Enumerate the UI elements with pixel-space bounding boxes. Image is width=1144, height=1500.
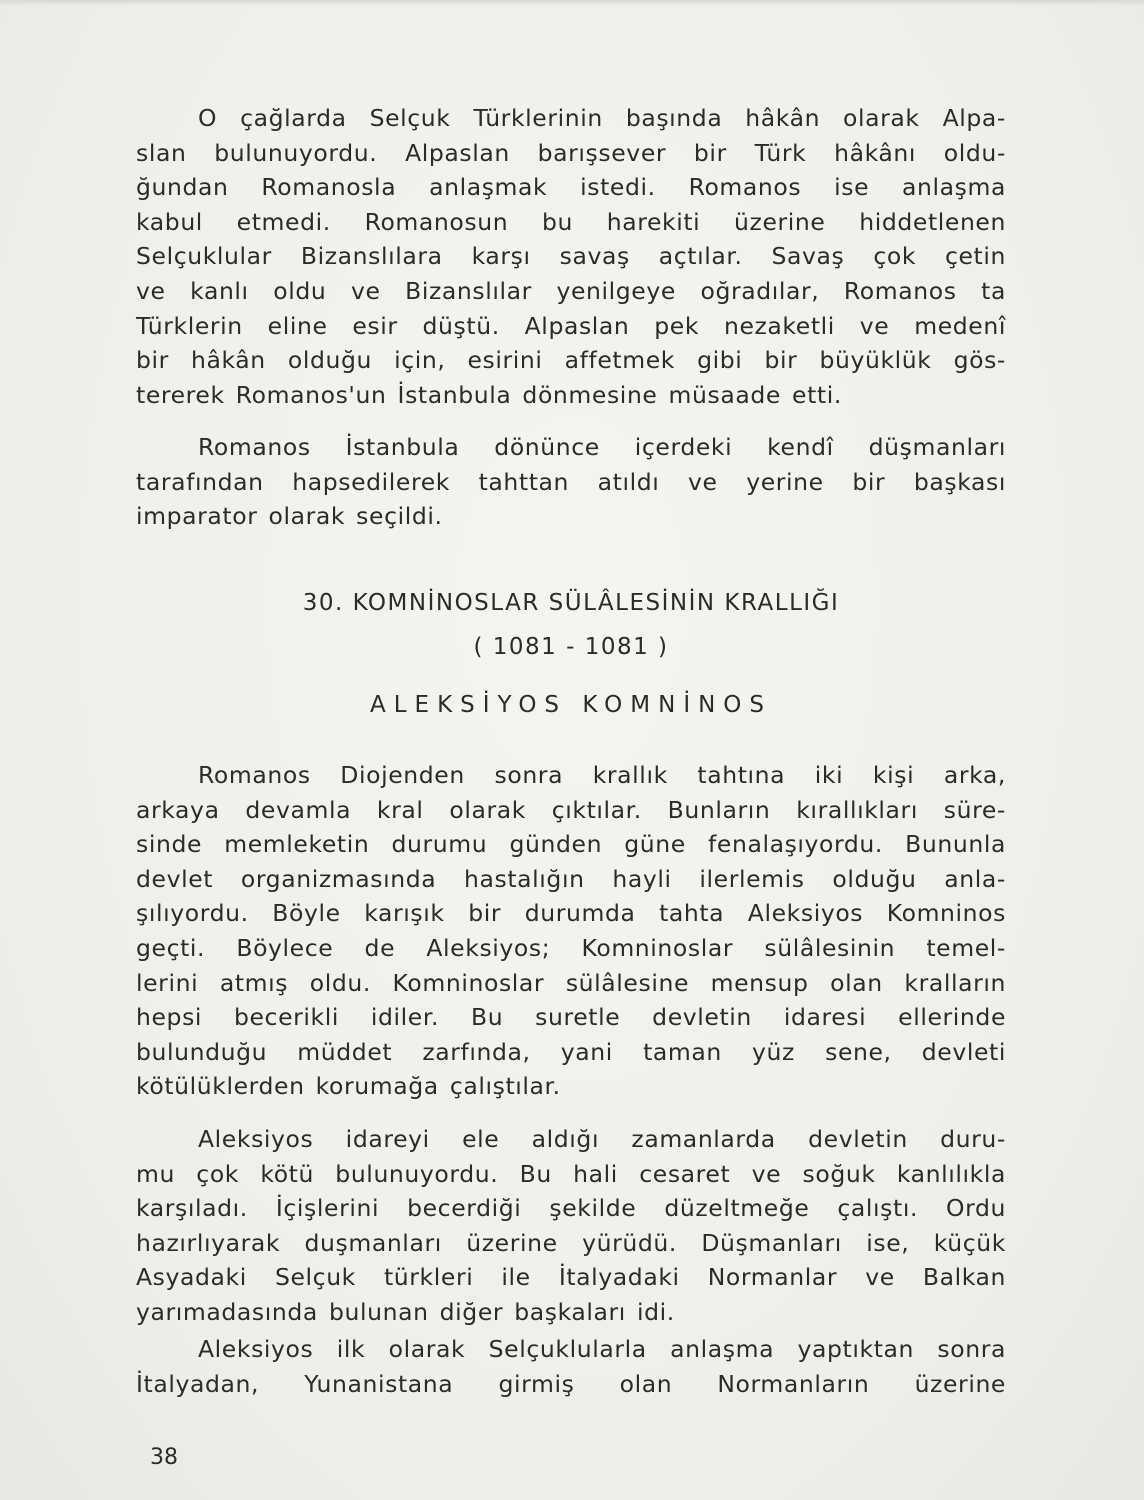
text-line: geçti. Böylece de Aleksiyos; Komninoslar sülâlesinin temel-	[136, 933, 1006, 962]
text-line: Aleksiyos idareyi ele aldığı zamanlarda devletin duru-	[198, 1125, 1006, 1153]
text-line: ve kanlı oldu ve Bizanslılar yenilgeye oğradılar, Romanos ta	[136, 276, 1006, 305]
section-dates: ( 1081 - 1081 )	[473, 634, 669, 660]
text-line: bulunduğu müddet zarfında, yani taman yüz sene, devleti	[136, 1037, 1006, 1066]
section-title: 30. KOMNİNOSLAR SÜLÂLESİNİN KRALLIĞI	[302, 590, 840, 616]
paragraph-2	[136, 430, 1006, 534]
text-line: hazırlıyarak duşmanları üzerine yürüdü. Düşmanları ise, küçük	[136, 1228, 1006, 1257]
text-line: ğundan Romanosla anlaşmak istedi. Romanos ise anlaşma	[136, 173, 1006, 202]
text-line: sinde memleketin durumu günden güne fenalaşıyordu. Bununla	[136, 830, 1006, 859]
text-line: O çağlarda Selçuk Türklerinin başında hâkân olarak Alpa-	[198, 104, 1006, 132]
text-line: Türklerin eline esir düştü. Alpaslan pek nezaketli ve medenî	[136, 311, 1006, 340]
text-line: Aleksiyos ilk olarak Selçuklularla anlaşma yaptıktan sonra	[198, 1335, 1006, 1363]
text-line: lerini atmış oldu. Komninoslar sülâlesine mensup olan kralların	[136, 968, 1006, 997]
page-top-edge	[0, 0, 1144, 6]
text-line: Romanos Diojenden sonra krallık tahtına iki kişi arka,	[198, 761, 1006, 789]
text-line: mu çok kötü bulunuyordu. Bu hali cesaret ve soğuk kanlılıkla	[136, 1159, 1006, 1188]
text-line: Asyadaki Selçuk türkleri ile İtalyadaki Normanlar ve Balkan	[136, 1263, 1006, 1292]
paragraph-5	[136, 1332, 1006, 1401]
text-line: tererek Romanos'un İstanbula dönmesine müsaade etti.	[136, 380, 842, 409]
text-line: slan bulunuyordu. Alpaslan barışsever bir Türk hâkânı oldu-	[136, 138, 1006, 167]
text-line: İtalyadan, Yunanistana girmiş olan Normanların üzerine	[136, 1369, 1006, 1398]
text-line: şılıyordu. Böyle karışık bir durumda tahta Aleksiyos Komninos	[136, 899, 1006, 928]
text-line: hepsi becerikli idiler. Bu suretle devletin idaresi ellerinde	[136, 1003, 1006, 1032]
text-line: arkaya devamla kral olarak çıktılar. Bunların kırallıkları süre-	[136, 795, 1006, 824]
text-line: bir hâkân olduğu için, esirini affetmek gibi bir büyüklük gös-	[136, 346, 1006, 375]
text-line: devlet organizmasında hastalığın hayli ilerlemis olduğu anla-	[136, 864, 1006, 893]
paragraph-3	[136, 758, 1006, 1104]
text-line: imparator olarak seçildi.	[136, 502, 443, 531]
text-line: kötülüklerden korumağa çalıştılar.	[136, 1072, 561, 1101]
text-line: Selçuklular Bizanslılara karşı savaş açtılar. Savaş çok çetin	[136, 242, 1006, 271]
ruler-name: ALEKSİYOS KOMNİNOS	[369, 692, 773, 718]
text-line: yarımadasında bulunan diğer başkaları idi.	[136, 1297, 675, 1326]
page-number: 38	[150, 1445, 178, 1470]
text-line: tarafından hapsedilerek tahttan atıldı ve yerine bir başkası	[136, 467, 1006, 496]
paragraph-4	[136, 1122, 1006, 1330]
text-line: Romanos İstanbula dönünce içerdeki kendî düşmanları	[198, 433, 1006, 461]
text-line: karşıladı. İçişlerini becerdiği şekilde düzeltmeğe çalıştı. Ordu	[136, 1194, 1006, 1223]
text-line: kabul etmedi. Romanosun bu harekiti üzerine hiddetlenen	[136, 207, 1006, 236]
paragraph-1	[136, 101, 1006, 412]
